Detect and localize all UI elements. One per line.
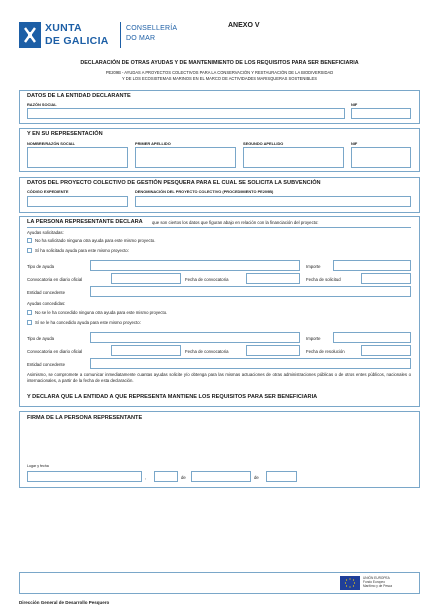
fecha-convocatoria-field[interactable] [246, 273, 300, 284]
importe-2-field[interactable] [333, 332, 411, 343]
segundo-apellido-field[interactable] [243, 147, 344, 168]
year-field[interactable] [266, 471, 297, 482]
eu-line-3: Marítimo y de Pesca [363, 584, 393, 589]
razon-social-label: RAZÓN SOCIAL [27, 102, 57, 107]
direccion-footer: Dirección General de Desarrollo Pesquero [19, 600, 110, 605]
fecha-resolucion-label: Fecha de resolución [306, 349, 345, 354]
nombre-field[interactable] [27, 147, 128, 168]
conselleria-line-1: CONSELLERÍA [126, 25, 178, 32]
denominacion-field[interactable] [135, 196, 411, 207]
primer-apellido-label: PRIMER APELLIDO [135, 141, 171, 146]
concedidas-heading: Ayudas concedidas: [27, 301, 66, 306]
convocatoria-2-field[interactable] [111, 345, 181, 356]
no-solicitado-label: No ha solicitado ninguna otra ayuda para este mismo proyecto. [35, 238, 156, 243]
entidad-title: DATOS DE LA ENTIDAD DECLARANTE [27, 93, 131, 99]
eu-text [363, 576, 392, 589]
convocatoria-field[interactable] [111, 273, 181, 284]
mantiene-requisitos-text: Y DECLARA QUE LA ENTIDAD A QUE REPRESENTA MANTIENE LOS REQUISITOS PARA SER BENEFICIARIA [27, 394, 318, 400]
tipo-ayuda-2-field[interactable] [90, 332, 300, 343]
document-title: DECLARACIÓN DE OTRAS AYUDAS Y DE MANTENIMIENTO DE LOS REQUISITOS PARA SER BENEFICIARIA [80, 60, 359, 66]
entidad-concedente-field[interactable] [90, 286, 411, 297]
date-comma: , [145, 475, 147, 480]
logo-separator [120, 22, 121, 48]
lugar-fecha-label: Lugar y fecha [27, 464, 49, 468]
si-solicitado-checkbox[interactable] [27, 248, 32, 253]
nif-field[interactable] [351, 108, 411, 119]
subtitle-line-2: Y DE LOS ECOSISTEMAS MARINOS EN EL MARCO DE ACTIVIDADES MARISQUERAS SOSTENIBLES [122, 76, 317, 81]
lugar-field[interactable] [27, 471, 142, 482]
subtitle-line-1: PE209B - AYUDAS A PROYECTOS COLECTIVOS PARA LA CONSERVACIÓN Y RESTAURACIÓN DE LA BIODIVERSIDAD [105, 70, 334, 75]
conselleria-line-2: DO MAR [126, 34, 156, 42]
fecha-solicitud-field[interactable] [361, 273, 411, 284]
segundo-apellido-label: SEGUNDO APELLIDO [243, 141, 284, 146]
importe-label: Importe [306, 264, 321, 269]
convocatoria-label: Convocatoria en diario oficial [27, 277, 83, 282]
month-field[interactable] [191, 471, 251, 482]
no-concedido-label: No se le ha concedido ninguna otra ayuda para este mismo proyecto. [35, 310, 168, 315]
conselleria-text [126, 24, 177, 43]
xunta-logo-icon [19, 22, 41, 48]
representacion-title: Y EN SU REPRESENTACIÓN [27, 131, 103, 137]
denominacion-label: DENOMINACIÓN DEL PROYECTO COLECTIVO (PROCEDIMIENTO PE209B) [135, 189, 274, 194]
day-field[interactable] [154, 471, 178, 482]
primer-apellido-field[interactable] [135, 147, 236, 168]
eu-line-1: UNIÓN EUROPEA [363, 576, 390, 580]
fecha-convocatoria-label: Fecha de convocatoria [185, 277, 229, 282]
logo-line-2: DE GALICIA [45, 35, 109, 47]
compromiso-text: Asimismo, se compromete a comunicar inmediatamente cuantas ayudas solicite y/o obtenga para las mismas actuaciones de otras administraciones públicas o de otros entes públicos, nacionales o internacionales, a partir de la fecha de esta declaración. [27, 372, 411, 384]
declara-divider [27, 227, 411, 228]
logo-text [45, 22, 109, 48]
date-de-2: de [254, 475, 259, 480]
si-concedido-label: Sí se le ha concedido ayuda para este mismo proyecto: [35, 320, 141, 325]
nombre-label: NOMBRE/RAZÓN SOCIAL [27, 141, 75, 146]
codigo-field[interactable] [27, 196, 128, 207]
tipo-ayuda-2-label: Tipo de ayuda [27, 336, 55, 341]
firma-title: FIRMA DE LA PERSONA REPRESENTANTE [27, 415, 143, 421]
entidad-concedente-label: Entidad concedente [27, 290, 65, 295]
entidad-concedente-2-field[interactable] [90, 358, 411, 369]
codigo-label: CÓDIGO EXPEDIENTE [27, 189, 69, 194]
fecha-convocatoria-2-field[interactable] [246, 345, 300, 356]
fecha-resolucion-field[interactable] [361, 345, 411, 356]
fecha-convocatoria-2-label: Fecha de convocatoria [185, 349, 229, 354]
solicitadas-heading: Ayudas solicitadas: [27, 230, 64, 235]
fecha-solicitud-label: Fecha de solicitud [306, 277, 341, 282]
entidad-concedente-2-label: Entidad concedente [27, 362, 65, 367]
eu-line-2: Fondo Europeo [363, 580, 385, 585]
logo-line-1: XUNTA [45, 22, 82, 34]
document-subtitle [30, 70, 409, 82]
anexo-label: ANEXO V [228, 22, 260, 29]
si-solicitado-label: Sí ha solicitado ayuda para este mismo proyecto: [35, 248, 129, 253]
importe-2-label: Importe [306, 336, 321, 341]
si-concedido-checkbox[interactable] [27, 320, 32, 325]
tipo-ayuda-label: Tipo de ayuda [27, 264, 55, 269]
eu-flag-icon [340, 576, 360, 590]
nif-label: NIF [351, 102, 358, 107]
importe-field[interactable] [333, 260, 411, 271]
proyecto-title: DATOS DEL PROYECTO COLECTIVO DE GESTIÓN PESQUERA PARA EL CUAL SE SOLICITA LA SUBVENCIÓN [27, 180, 321, 186]
no-concedido-checkbox[interactable] [27, 310, 32, 315]
rep-nif-label: NIF [351, 141, 358, 146]
declara-title-rest: que son ciertos los datos que figuran abajo en relación con la financiación del proyecto: [152, 220, 319, 225]
declara-title: LA PERSONA REPRESENTANTE DECLARA [27, 219, 143, 225]
tipo-ayuda-field[interactable] [90, 260, 300, 271]
rep-nif-field[interactable] [351, 147, 411, 168]
no-solicitado-checkbox[interactable] [27, 238, 32, 243]
convocatoria-2-label: Convocatoria en diario oficial [27, 349, 83, 354]
date-de-1: de [181, 475, 186, 480]
razon-social-field[interactable] [27, 108, 345, 119]
